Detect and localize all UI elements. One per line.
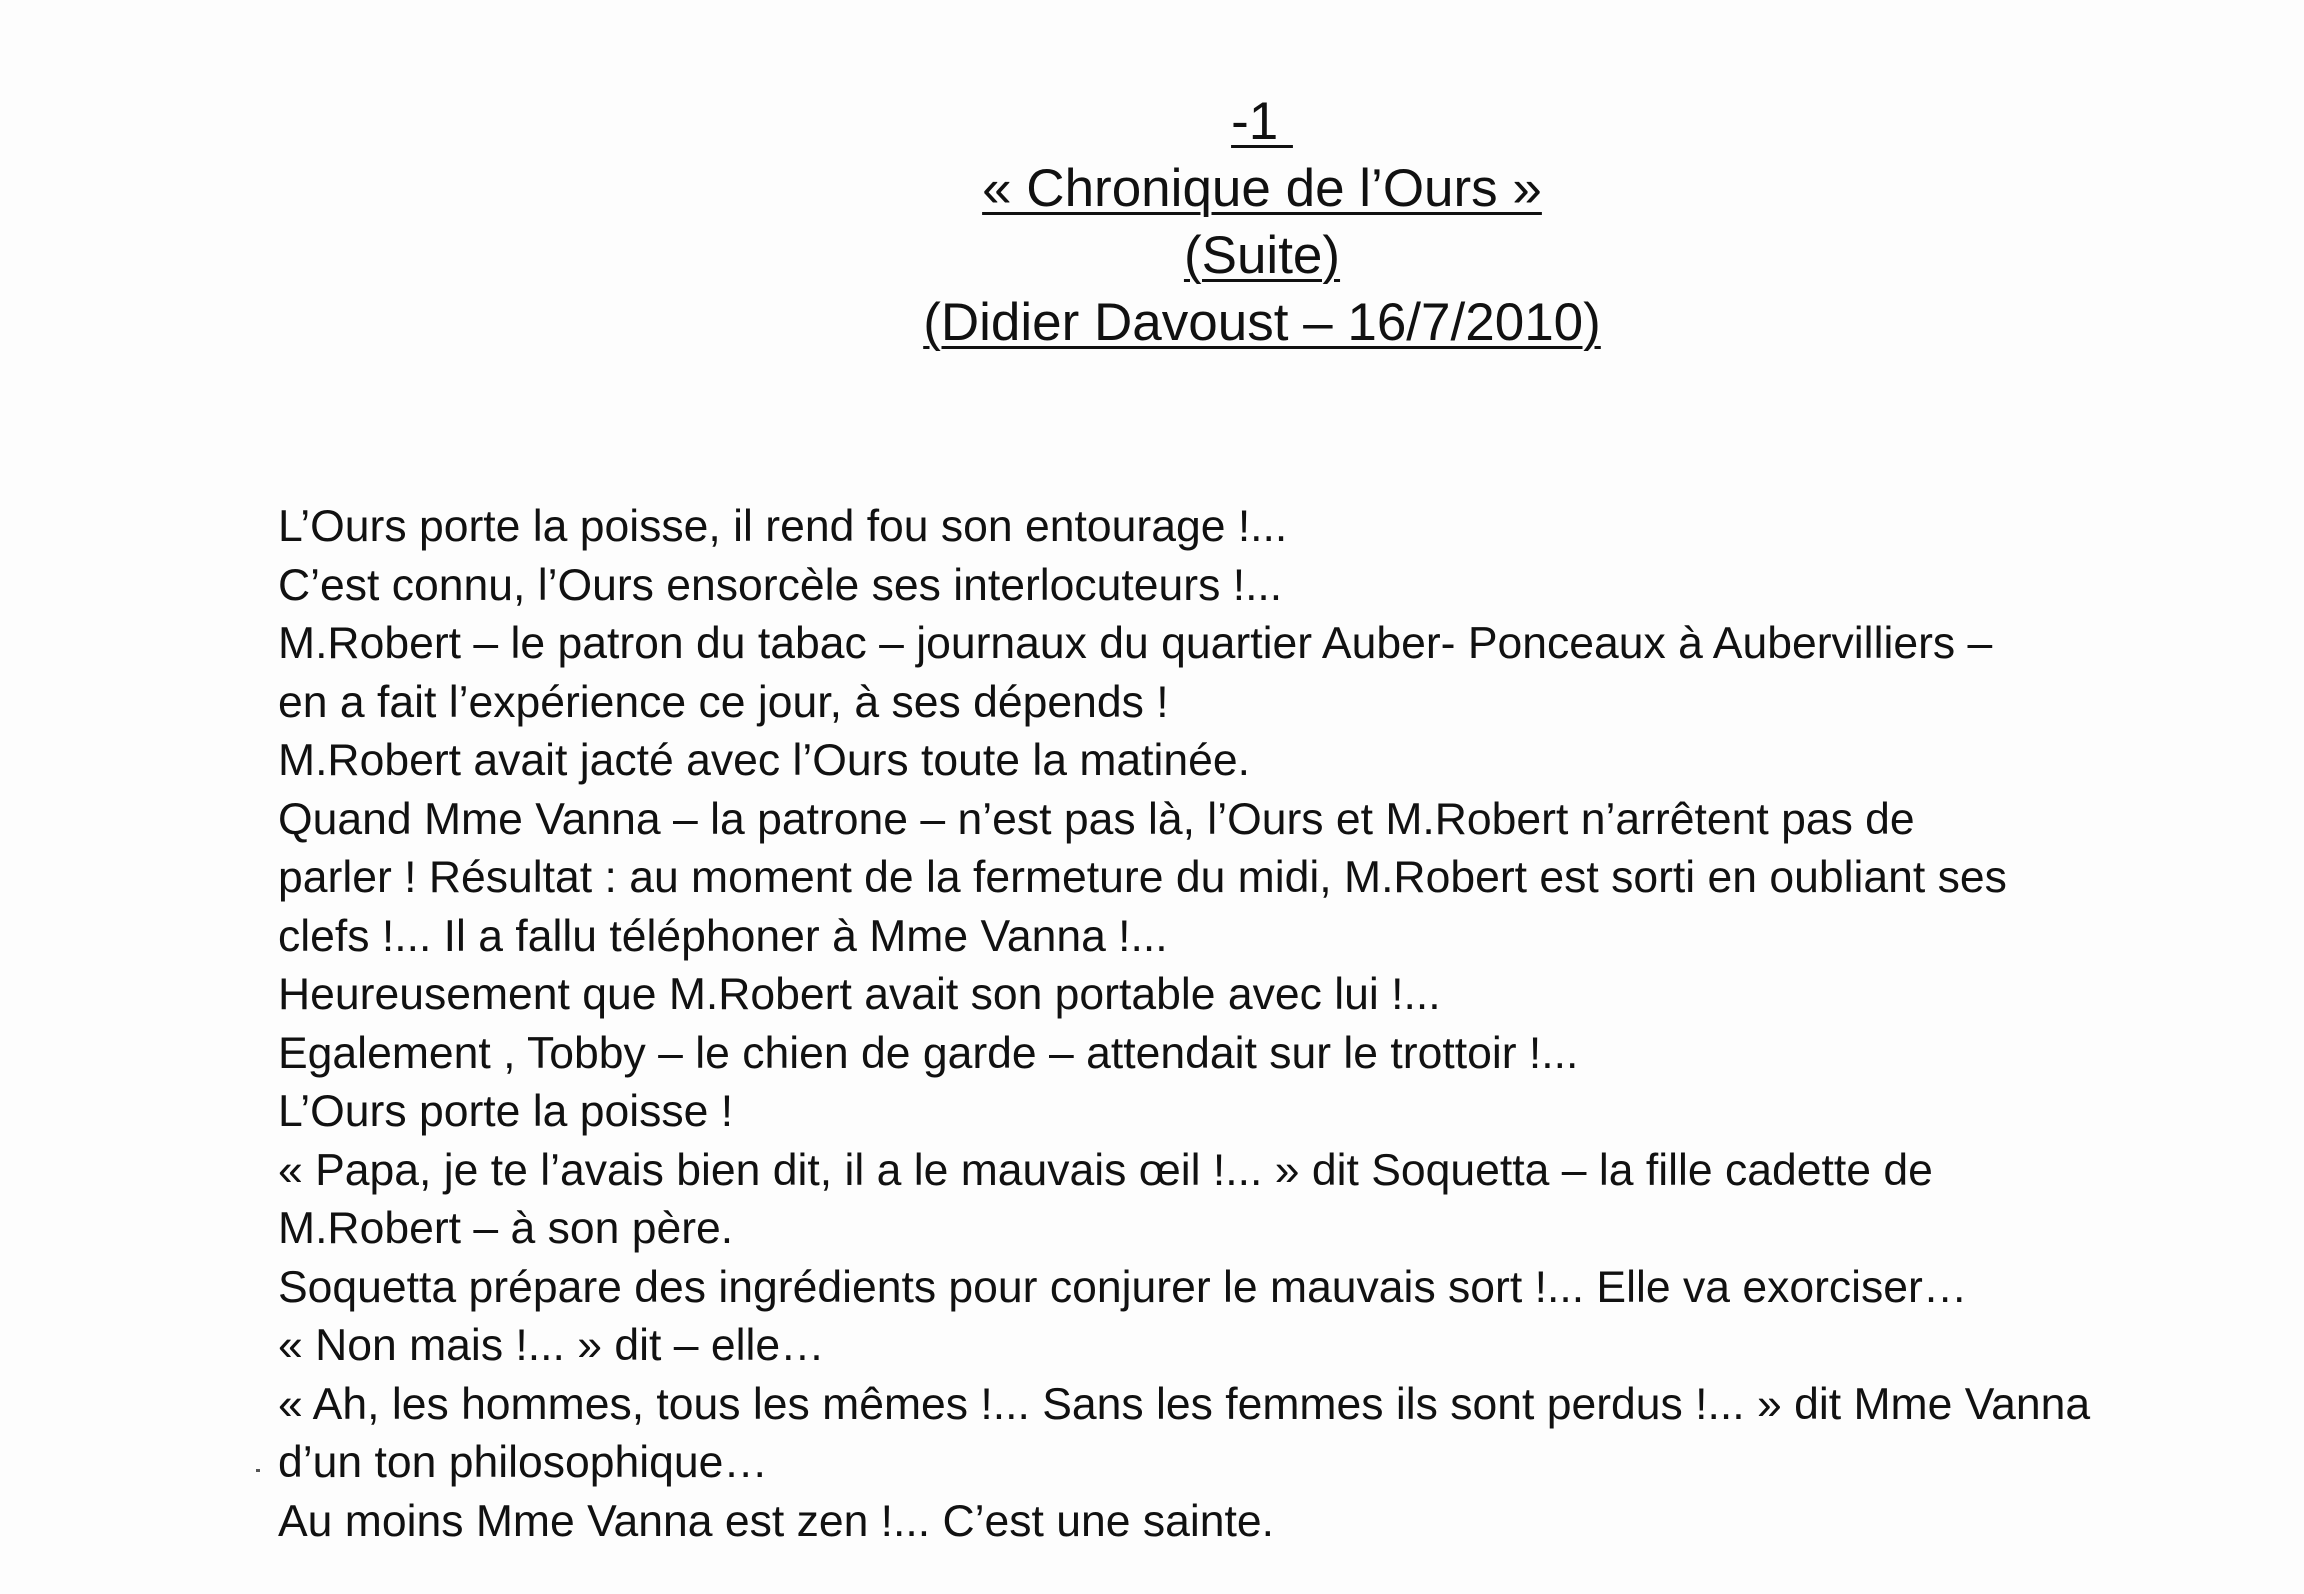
text-line: en a fait l’expérience ce jour, à ses dépends ! bbox=[278, 677, 1169, 727]
document-title: « Chronique de l’Ours » bbox=[982, 159, 1542, 218]
text-line: Au moins Mme Vanna est zen !... C’est une sainte. bbox=[278, 1496, 1274, 1546]
text-line: « Ah, les hommes, tous les mêmes !... Sans les femmes ils sont perdus !... » dit Mme Vanna bbox=[278, 1379, 2091, 1429]
document-header bbox=[0, 88, 2304, 356]
text-line: L’Ours porte la poisse ! bbox=[278, 1087, 734, 1136]
text-line: clefs !... Il a fallu téléphoner à Mme Vanna !... bbox=[278, 911, 1168, 961]
text-line: C’est connu, l’Ours ensorcèle ses interlocuteurs !... bbox=[278, 560, 1283, 610]
text-line: « Papa, je te l’avais bien dit, il a le mauvais œil !... » dit Soquetta – la fille cadette de bbox=[278, 1145, 1933, 1195]
text-line: parler ! Résultat : au moment de la fermeture du midi, M.Robert est sorti en oubliant ses bbox=[278, 853, 2007, 902]
scan-speck bbox=[256, 1469, 260, 1472]
text-line: Soquetta prépare des ingrédients pour conjurer le mauvais sort !... Elle va exorciser… bbox=[278, 1262, 1968, 1312]
document-body bbox=[278, 498, 2178, 1551]
document-subtitle: (Suite) bbox=[1183, 226, 1341, 285]
text-line: Egalement , Tobby – le chien de garde – attendait sur le trottoir !... bbox=[278, 1028, 1579, 1078]
text-line: M.Robert – à son père. bbox=[278, 1204, 734, 1253]
text-line: L’Ours porte la poisse, il rend fou son entourage !... bbox=[278, 502, 1288, 551]
author-date: (Didier Davoust – 16/7/2010) bbox=[923, 293, 1601, 352]
text-line: Quand Mme Vanna – la patrone – n’est pas là, l’Ours et M.Robert n’arrêtent pas de bbox=[278, 794, 1915, 844]
text-line: d’un ton philosophique… bbox=[278, 1438, 768, 1487]
text-line: Heureusement que M.Robert avait son portable avec lui !... bbox=[278, 970, 1441, 1019]
text-line: M.Robert – le patron du tabac – journaux du quartier Auber- Ponceaux à Aubervilliers – bbox=[278, 619, 1993, 668]
text-line: M.Robert avait jacté avec l’Ours toute la matinée. bbox=[278, 736, 1251, 785]
page-number: -1 bbox=[1231, 92, 1293, 151]
text-line: « Non mais !... » dit – elle… bbox=[278, 1321, 825, 1370]
